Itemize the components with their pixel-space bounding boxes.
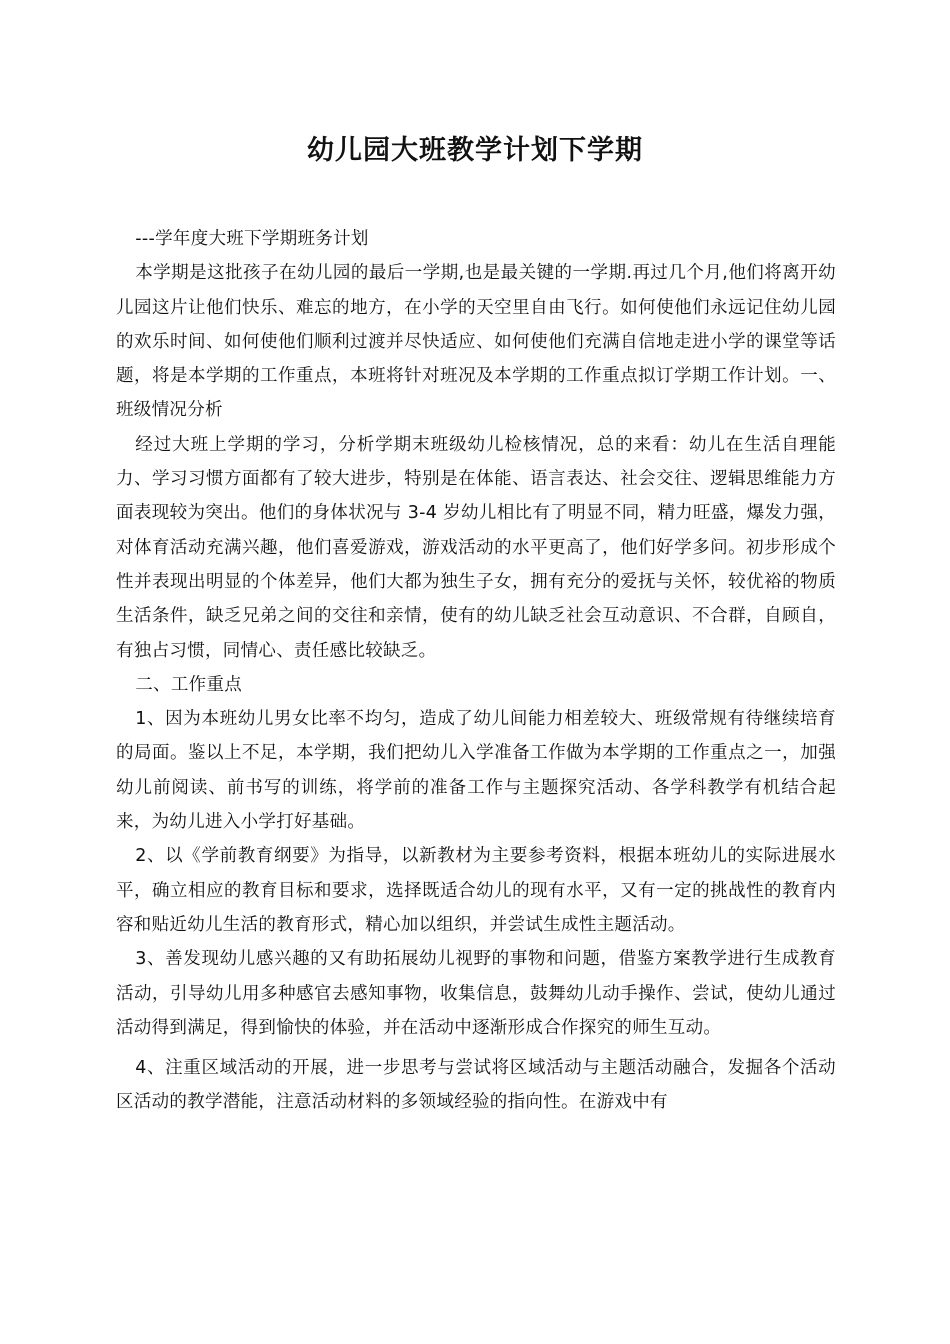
document-title: 幼儿园大班教学计划下学期 — [307, 135, 643, 166]
paragraph-class-analysis: 经过大班上学期的学习，分析学期末班级幼儿检核情况，总的来看：幼儿在生活自理能力、学习习惯方面都有了较大进步，特别是在体能、语言表达、社会交往、逻辑思维能力方面表现较为突出。他们的身体状况与 3-4 岁幼儿相比有了明显不同，精力旺盛，爆发力强，对体育活动充满兴趣，他们喜爱游戏，游戏活动的水平更高了，他们好学多问。初步形成个性并表现出明显的个体差异，他们大都为独生子女，拥有充分的爱抚与关怀，较优裕的物质生活条件，缺乏兄弟之间的交往和亲情，使有的幼儿缺乏社会互动意识、不合群，自顾自，有独占习惯，同情心、责任感比较缺乏。 — [116, 434, 836, 661]
document-body — [116, 222, 836, 1120]
paragraph-focus-3: 3、善发现幼儿感兴趣的又有助拓展幼儿视野的事物和问题，借鉴方案教学进行生成教育活动，引导幼儿用多种感官去感知事物，收集信息，鼓舞幼儿动手操作、尝试，使幼儿通过活动得到满足，得到愉快的体验，并在活动中逐渐形成合作探究的师生互动。 — [116, 949, 836, 1038]
section-heading-work-focus: 二、工作重点 — [135, 674, 243, 695]
paragraph-intro: 本学期是这批孩子在幼儿园的最后一学期,也是最关键的一学期.再过几个月,他们将离开幼儿园这片让他们快乐、难忘的地方，在小学的天空里自由飞行。如何使他们永远记住幼儿园的欢乐时间、如何使他们顺利过渡并尽快适应、如何使他们充满自信地走进小学的课堂等话题，将是本学期的工作重点，本班将针对班况及本学期的工作重点拟订学期工作计划。一、班级情况分析 — [116, 263, 836, 421]
paragraph-focus-2: 2、以《学前教育纲要》为指导，以新教材为主要参考资料，根据本班幼儿的实际进展水平，确立相应的教育目标和要求，选择既适合幼儿的现有水平，又有一定的挑战性的教育内容和贴近幼儿生活的教育形式，精心加以组织，并尝试生成性主题活动。 — [116, 846, 836, 935]
paragraph-focus-1: 1、因为本班幼儿男女比率不均匀，造成了幼儿间能力相差较大、班级常规有待继续培育的局面。鉴以上不足，本学期，我们把幼儿入学准备工作做为本学期的工作重点之一，加强幼儿前阅读、前书写的训练，将学前的准备工作与主题探究活动、各学科教学有机结合起来，为幼儿进入小学打好基础。 — [116, 709, 836, 833]
paragraph-focus-4: 4、注重区域活动的开展，进一步思考与尝试将区域活动与主题活动融合，发掘各个活动区活动的教学潜能，注意活动材料的多领域经验的指向性。在游戏中有 — [116, 1058, 836, 1113]
subtitle-line: ---学年度大班下学期班务计划 — [135, 229, 369, 249]
